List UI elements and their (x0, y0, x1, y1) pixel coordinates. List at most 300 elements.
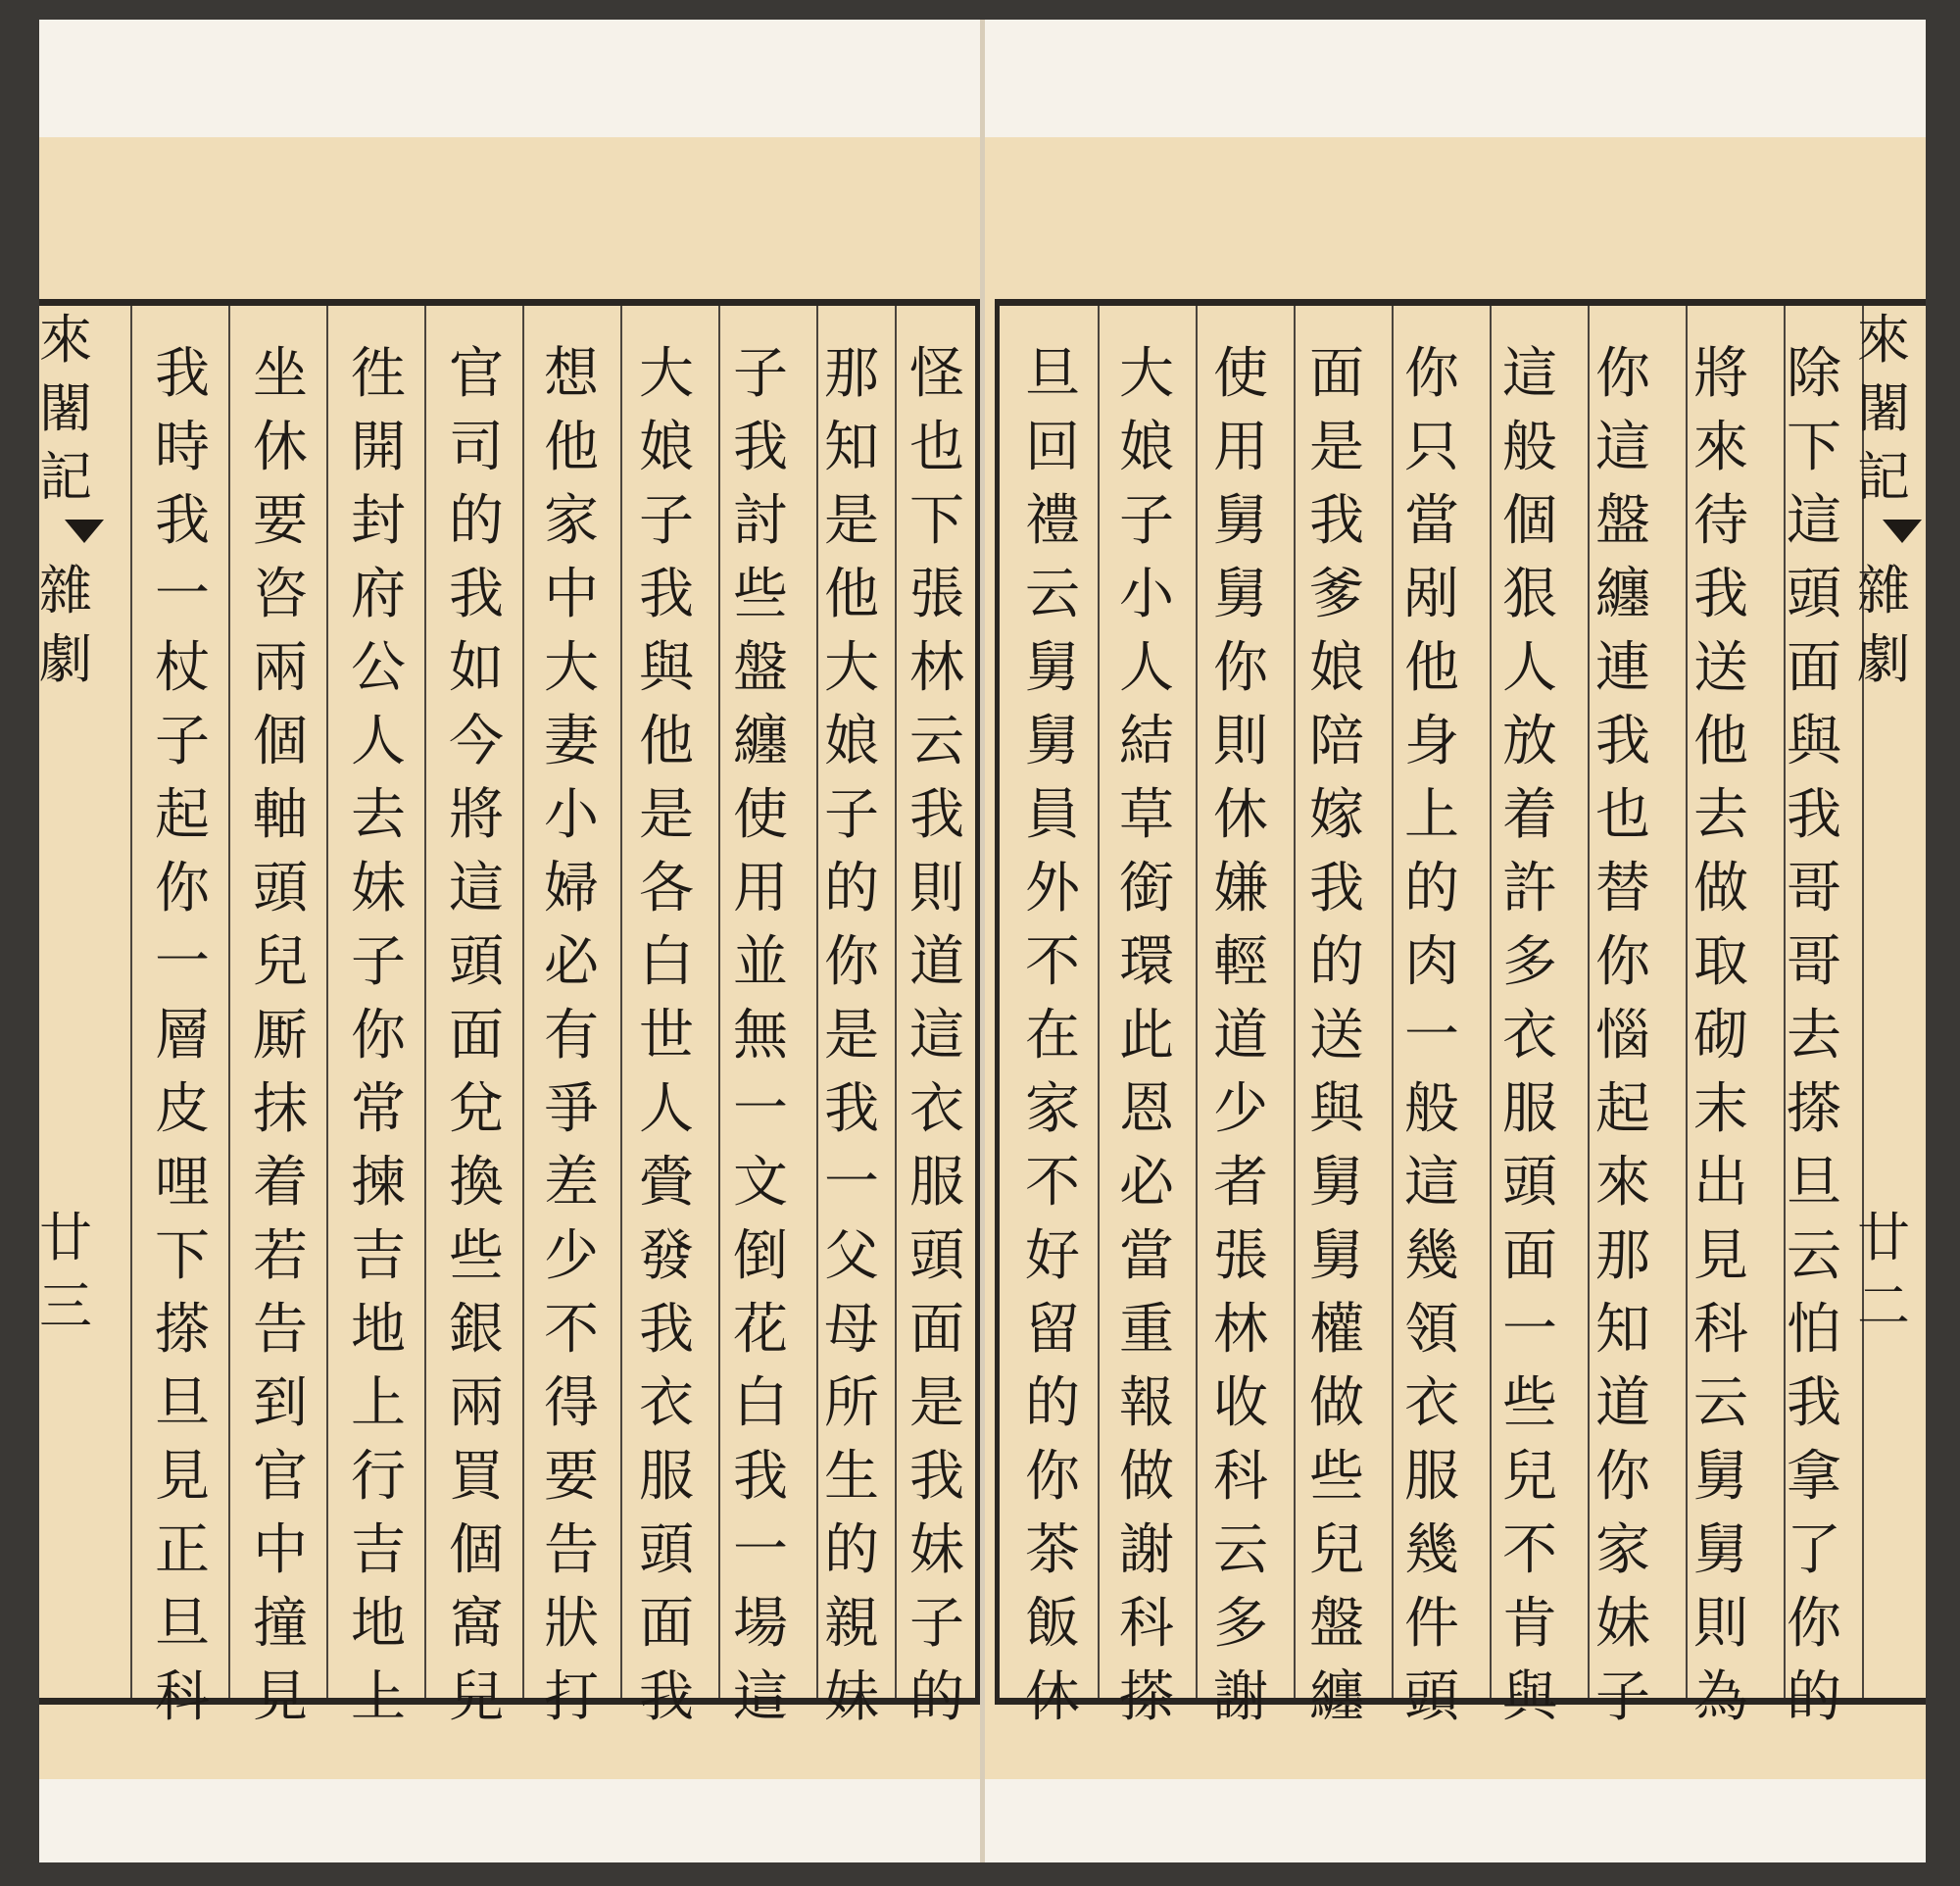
text-column-7 (333, 337, 423, 1734)
character: 必 (544, 930, 599, 994)
character: 使 (1213, 342, 1268, 406)
character: 行 (351, 1445, 406, 1509)
character: 服 (639, 1445, 694, 1509)
character: 舅 (1309, 1224, 1364, 1288)
character: 留 (1025, 1298, 1080, 1362)
character: 窩 (449, 1592, 504, 1656)
character: 不 (544, 1298, 599, 1362)
character: 他 (824, 563, 879, 626)
character: 府 (351, 563, 406, 626)
character: 云 (1693, 1371, 1748, 1435)
character: 員 (1025, 783, 1080, 847)
character: 肉 (1404, 930, 1459, 994)
character: 頭 (1404, 1665, 1459, 1729)
character: 是 (639, 783, 694, 847)
character: 不 (1502, 1518, 1557, 1582)
character: 嫌 (1213, 857, 1268, 920)
character: 見 (1693, 1224, 1748, 1288)
character: 見 (253, 1665, 308, 1729)
character: 舅 (1213, 563, 1268, 626)
character: 多 (1502, 930, 1557, 994)
text-column-5 (1387, 337, 1477, 1734)
character: 一 (1502, 1298, 1557, 1362)
column-rule (1098, 306, 1100, 1698)
character: 則 (1213, 710, 1268, 773)
character: 哥 (1787, 930, 1841, 994)
character: 盤 (1595, 489, 1650, 553)
character: 子 (351, 930, 406, 994)
character: 着 (253, 1151, 308, 1215)
character: 是 (909, 1371, 964, 1435)
character: 我 (155, 489, 210, 553)
character: 些 (449, 1224, 504, 1288)
character: 母 (824, 1298, 879, 1362)
left-page (39, 20, 980, 1862)
character: 砌 (1693, 1004, 1748, 1067)
character: 討 (733, 489, 788, 553)
character: 不 (1025, 1151, 1080, 1215)
character: 我 (639, 1665, 694, 1729)
character: 兒 (1309, 1518, 1364, 1582)
character: 許 (1502, 857, 1557, 920)
character: 有 (544, 1004, 599, 1067)
character: 云 (909, 710, 964, 773)
character: 司 (449, 416, 504, 479)
character: 你 (824, 930, 879, 994)
column-rule (228, 306, 230, 1698)
character: 妹 (909, 1518, 964, 1582)
character: 下 (1787, 416, 1841, 479)
character: 科 (1119, 1592, 1174, 1656)
character: 上 (351, 1665, 406, 1729)
character: 般 (1502, 416, 1557, 479)
character: 這 (449, 857, 504, 920)
character: 是 (824, 489, 879, 553)
text-column-2 (1676, 337, 1766, 1734)
character: 這 (1502, 342, 1557, 406)
character: 文 (733, 1151, 788, 1215)
character: 必 (1119, 1151, 1174, 1215)
character: 今 (449, 710, 504, 773)
character: 草 (1119, 783, 1174, 847)
character: 的 (909, 1665, 964, 1729)
character: 見 (155, 1445, 210, 1509)
character: 陪 (1309, 710, 1364, 773)
text-column-8 (235, 337, 325, 1734)
character: 我 (639, 1298, 694, 1362)
character: 的 (449, 489, 504, 553)
character: 肯 (1502, 1592, 1557, 1656)
character: 與 (1502, 1665, 1557, 1729)
character: 當 (1404, 489, 1459, 553)
character: 時 (155, 416, 210, 479)
character: 個 (449, 1518, 504, 1582)
character: 皮 (155, 1077, 210, 1141)
character: 少 (1213, 1077, 1268, 1141)
character: 你 (1595, 1445, 1650, 1509)
character: 你 (1595, 342, 1650, 406)
character: 怪 (909, 342, 964, 406)
character: 道 (1595, 1371, 1650, 1435)
character: 重 (1119, 1298, 1174, 1362)
character: 他 (544, 416, 599, 479)
character: 官 (449, 342, 504, 406)
text-column-3 (1578, 337, 1668, 1734)
character: 層 (155, 1004, 210, 1067)
character: 為 (1693, 1665, 1748, 1729)
character: 面 (449, 1004, 504, 1067)
character: 云 (1025, 563, 1080, 626)
character: 舅 (1693, 1445, 1748, 1509)
character: 用 (733, 857, 788, 920)
character: 我 (155, 342, 210, 406)
character: 那 (1595, 1224, 1650, 1288)
character: 取 (1693, 930, 1748, 994)
character: 舅 (1309, 1151, 1364, 1215)
character: 休 (253, 416, 308, 479)
character: 我 (909, 1445, 964, 1509)
character: 環 (1119, 930, 1174, 994)
character: 銀 (449, 1298, 504, 1362)
character: 告 (544, 1518, 599, 1582)
character: 結 (1119, 710, 1174, 773)
text-column-4 (621, 337, 711, 1734)
character: 親 (824, 1592, 879, 1656)
character: 旦 (1025, 342, 1080, 406)
text-column-9 (137, 337, 227, 1734)
character: 舅 (1025, 710, 1080, 773)
character: 面 (1309, 342, 1364, 406)
character: 地 (351, 1298, 406, 1362)
character: 子 (909, 1592, 964, 1656)
character: 你 (1787, 1592, 1841, 1656)
character: 面 (1787, 636, 1841, 700)
character: 面 (1502, 1224, 1557, 1288)
character: 謝 (1119, 1518, 1174, 1582)
column-rule (130, 306, 132, 1698)
character: 做 (1693, 857, 1748, 920)
character: 倒 (733, 1224, 788, 1288)
character: 一 (733, 1518, 788, 1582)
character: 不 (1025, 930, 1080, 994)
character: 家 (544, 489, 599, 553)
character: 告 (253, 1298, 308, 1362)
character: 你 (351, 1004, 406, 1067)
text-column-5 (526, 337, 616, 1734)
character: 生 (824, 1445, 879, 1509)
character: 來 (1595, 1151, 1650, 1215)
character: 衣 (909, 1077, 964, 1141)
character: 休 (1213, 783, 1268, 847)
character: 你 (1025, 1445, 1080, 1509)
character: 妹 (824, 1665, 879, 1729)
character: 坐 (253, 342, 308, 406)
character: 纏 (1309, 1665, 1364, 1729)
character: 下 (909, 489, 964, 553)
character: 打 (544, 1665, 599, 1729)
character: 軸 (253, 783, 308, 847)
character: 我 (1309, 857, 1364, 920)
character: 與 (639, 636, 694, 700)
character: 飯 (1025, 1592, 1080, 1656)
character: 嫁 (1309, 783, 1364, 847)
character: 大 (639, 342, 694, 406)
character: 舅 (1213, 489, 1268, 553)
character: 徃 (351, 342, 406, 406)
character: 來 (1693, 416, 1748, 479)
column-rule (522, 306, 524, 1698)
character: 花 (733, 1298, 788, 1362)
character: 服 (1502, 1077, 1557, 1141)
character: 在 (1025, 1004, 1080, 1067)
character: 想 (544, 342, 599, 406)
right-text-frame (995, 299, 1926, 1729)
character: 人 (639, 1077, 694, 1141)
character: 我 (1693, 563, 1748, 626)
character: 娘 (1119, 416, 1174, 479)
character: 一 (824, 1151, 879, 1215)
character: 收 (1213, 1371, 1268, 1435)
character: 盤 (733, 636, 788, 700)
character: 父 (824, 1224, 879, 1288)
character: 頭 (449, 930, 504, 994)
character: 休 (1025, 1665, 1080, 1729)
character: 末 (1693, 1077, 1748, 1141)
character: 我 (824, 1077, 879, 1141)
character: 件 (1404, 1592, 1459, 1656)
character: 林 (1213, 1298, 1268, 1362)
character: 也 (1595, 783, 1650, 847)
character: 衣 (1404, 1371, 1459, 1435)
character: 的 (1025, 1371, 1080, 1435)
character: 子 (1595, 1665, 1650, 1729)
character: 替 (1595, 857, 1650, 920)
text-column-7 (1196, 337, 1286, 1734)
character: 這 (1595, 416, 1650, 479)
character: 哥 (1787, 857, 1841, 920)
character: 到 (253, 1371, 308, 1435)
left-text-frame (39, 299, 980, 1729)
character: 娘 (639, 416, 694, 479)
character: 吉 (351, 1518, 406, 1582)
character: 我 (1309, 489, 1364, 553)
character: 少 (544, 1224, 599, 1288)
character: 我 (1787, 1371, 1841, 1435)
character: 頭 (1502, 1151, 1557, 1215)
character: 官 (253, 1445, 308, 1509)
edge-genre: 雜劇 (39, 560, 92, 690)
character: 中 (544, 563, 599, 626)
character: 開 (351, 416, 406, 479)
character: 道 (909, 930, 964, 994)
character: 各 (639, 857, 694, 920)
text-column-8 (1102, 337, 1192, 1734)
character: 服 (909, 1151, 964, 1215)
left-edge-label (39, 306, 129, 1698)
character: 道 (1213, 1004, 1268, 1067)
edge-genre: 雜劇 (1857, 560, 1910, 690)
character: 地 (351, 1592, 406, 1656)
character: 知 (824, 416, 879, 479)
character: 些 (733, 563, 788, 626)
character: 科 (155, 1665, 210, 1729)
character: 一 (1404, 1004, 1459, 1067)
character: 小 (1119, 563, 1174, 626)
character: 厮 (253, 1004, 308, 1067)
character: 與 (1787, 710, 1841, 773)
edge-title: 來闍記 (1857, 309, 1910, 508)
character: 哩 (155, 1151, 210, 1215)
character: 你 (1595, 930, 1650, 994)
character: 了 (1787, 1518, 1841, 1582)
character: 與 (1309, 1077, 1364, 1141)
character: 我 (449, 563, 504, 626)
text-column-6 (431, 337, 521, 1734)
character: 要 (544, 1445, 599, 1509)
character: 那 (824, 342, 879, 406)
character: 家 (1025, 1077, 1080, 1141)
character: 科 (1693, 1298, 1748, 1362)
character: 知 (1595, 1298, 1650, 1362)
character: 子 (1119, 489, 1174, 553)
character: 常 (351, 1077, 406, 1141)
character: 無 (733, 1004, 788, 1067)
character: 搽 (1787, 1077, 1841, 1141)
character: 旦 (155, 1371, 210, 1435)
character: 並 (733, 930, 788, 994)
character: 娘 (1309, 636, 1364, 700)
character: 上 (351, 1371, 406, 1435)
character: 場 (733, 1592, 788, 1656)
character: 我 (639, 563, 694, 626)
text-column-1 (892, 337, 980, 1734)
character: 的 (1787, 1665, 1841, 1729)
character: 他 (639, 710, 694, 773)
character: 去 (351, 783, 406, 847)
character: 狀 (544, 1592, 599, 1656)
character: 妹 (1595, 1592, 1650, 1656)
character: 出 (1693, 1151, 1748, 1215)
character: 婦 (544, 857, 599, 920)
character: 妹 (351, 857, 406, 920)
fish-tail-mark (65, 520, 104, 543)
character: 若 (253, 1224, 308, 1288)
character: 賫 (639, 1151, 694, 1215)
folio-number: 廿二 (1857, 1207, 1910, 1337)
character: 多 (1213, 1592, 1268, 1656)
character: 銜 (1119, 857, 1174, 920)
character: 兒 (449, 1665, 504, 1729)
character: 頭 (1787, 563, 1841, 626)
column-rule (424, 306, 426, 1698)
character: 這 (1404, 1151, 1459, 1215)
character: 報 (1119, 1371, 1174, 1435)
text-column-1 (1769, 337, 1859, 1734)
character: 你 (155, 857, 210, 920)
character: 頭 (639, 1518, 694, 1582)
character: 幾 (1404, 1224, 1459, 1288)
character: 子 (155, 710, 210, 773)
character: 抹 (253, 1077, 308, 1141)
character: 的 (1309, 930, 1364, 994)
character: 搽 (155, 1298, 210, 1362)
character: 身 (1404, 710, 1459, 773)
character: 小 (544, 783, 599, 847)
right-page (985, 20, 1926, 1862)
character: 將 (449, 783, 504, 847)
character: 服 (1404, 1445, 1459, 1509)
character: 此 (1119, 1004, 1174, 1067)
character: 所 (824, 1371, 879, 1435)
character: 纏 (733, 710, 788, 773)
character: 發 (639, 1224, 694, 1288)
character: 兌 (449, 1077, 504, 1141)
character: 張 (1213, 1224, 1268, 1288)
character: 我 (909, 783, 964, 847)
character: 旦 (155, 1592, 210, 1656)
character: 則 (909, 857, 964, 920)
character: 這 (909, 1004, 964, 1067)
character: 這 (733, 1665, 788, 1729)
character: 你 (1213, 636, 1268, 700)
character: 去 (1693, 783, 1748, 847)
character: 子 (639, 489, 694, 553)
character: 妻 (544, 710, 599, 773)
character: 云 (1213, 1518, 1268, 1582)
character: 去 (1787, 1004, 1841, 1067)
character: 爹 (1309, 563, 1364, 626)
character: 撞 (253, 1592, 308, 1656)
character: 放 (1502, 710, 1557, 773)
character: 幾 (1404, 1518, 1459, 1582)
character: 揀 (351, 1151, 406, 1215)
text-column-4 (1485, 337, 1575, 1734)
character: 大 (544, 636, 599, 700)
character: 家 (1595, 1518, 1650, 1582)
character: 是 (824, 1004, 879, 1067)
character: 頭 (909, 1224, 964, 1288)
character: 個 (1502, 489, 1557, 553)
character: 只 (1404, 416, 1459, 479)
character: 娘 (824, 710, 879, 773)
character: 我 (733, 416, 788, 479)
character: 面 (909, 1298, 964, 1362)
character: 怕 (1787, 1298, 1841, 1362)
character: 的 (824, 857, 879, 920)
edge-title: 來闍記 (39, 309, 92, 508)
character: 個 (253, 710, 308, 773)
text-column-3 (715, 337, 806, 1734)
character: 除 (1787, 342, 1841, 406)
character: 下 (155, 1224, 210, 1288)
column-rule (326, 306, 328, 1698)
character: 者 (1213, 1151, 1268, 1215)
character: 買 (449, 1445, 504, 1509)
character: 他 (1693, 710, 1748, 773)
character: 當 (1119, 1224, 1174, 1288)
character: 拿 (1787, 1445, 1841, 1509)
character: 兒 (253, 930, 308, 994)
character: 大 (1119, 342, 1174, 406)
character: 張 (909, 563, 964, 626)
character: 我 (1787, 783, 1841, 847)
character: 人 (351, 710, 406, 773)
character: 咨 (253, 563, 308, 626)
character: 你 (1404, 342, 1459, 406)
character: 的 (824, 1518, 879, 1582)
character: 連 (1595, 636, 1650, 700)
character: 領 (1404, 1298, 1459, 1362)
